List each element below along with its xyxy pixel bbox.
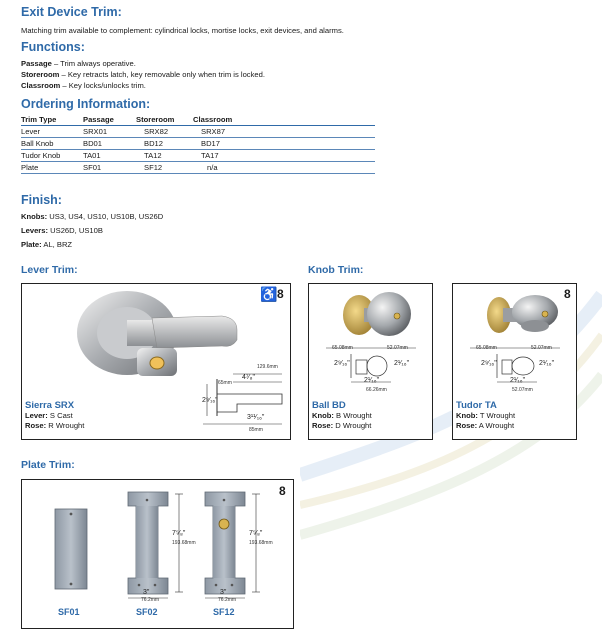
lever-dim-2: 4⁷⁄₈" [242,374,255,381]
col-trim-type: Trim Type [21,115,57,124]
finish-levers: Levers: US26D, US10B [21,226,103,235]
tudor-rose-line: Rose: A Wrought [456,421,515,430]
plate-sf02-width-mm: 76.2mm [141,597,160,603]
plate-sf12-code: SF12 [213,607,235,617]
cell: Lever [21,127,40,136]
lever-dim-5: 3¹¹⁄₁₆" [247,414,265,421]
plate-trim-box [21,479,294,629]
lever-name: Sierra SRX [25,400,75,411]
cell: SRX87 [201,127,226,136]
table-row [21,126,375,138]
ordering-title: Ordering Information: [21,97,151,111]
ball-dim-e: 2¹⁄₁₆" [364,377,380,384]
plate-sf12-illustration [202,490,264,602]
ordering-header-row [21,114,375,126]
knob-trim-title: Knob Trim: [308,264,364,276]
plate-sf02-code: SF02 [136,607,158,617]
plate-sf02-illustration [125,490,187,602]
finish-plate: Plate: AL, BRZ [21,240,73,249]
cell: TA01 [83,151,101,160]
tudor-dim-a: 65.08mm [476,345,497,351]
functions-title: Functions: [21,40,85,54]
cell: Tudor Knob [21,151,61,160]
lever-dim-3: 65mm [218,380,232,386]
col-passage: Passage [83,115,114,124]
tudor-caption [456,401,515,431]
col-storeroom: Storeroom [136,115,175,124]
lever-dim-6: 85mm [249,427,263,433]
tudor-dim-e: 2¹⁄₁₆" [510,377,526,384]
lever-caption [25,401,84,431]
cell: BD01 [83,139,102,148]
tudor-dim-d: 2¹⁄₁₆" [539,360,555,367]
cell: BD12 [144,139,163,148]
plate-sf01-illustration [54,508,88,590]
cell: n/a [207,163,218,172]
finish-title: Finish: [21,193,62,207]
ball-knob-illustration [329,288,419,340]
functions-list [21,58,265,91]
plate-sf12-height: 7⁵⁄₈" [249,530,263,537]
wheelchair-icon: ♿ [260,286,278,302]
tudor-knob-line: Knob: T Wrought [456,411,516,420]
function-storeroom: Storeroom – Key retracts latch, key removable only when trim is locked. [21,70,265,79]
cell: TA12 [144,151,162,160]
security-icon: 8 [277,287,284,301]
cell: BD17 [201,139,220,148]
cell: TA17 [201,151,219,160]
cell: Plate [21,163,39,172]
table-row [21,162,375,174]
lever-rose-line: Rose: R Wrought [25,421,85,430]
ball-caption [312,401,372,431]
table-row [21,138,375,150]
cell: SRX01 [83,127,108,136]
ball-dim-d: 2¹⁄₁₆" [394,360,410,367]
lever-dim-1: 129.6mm [257,364,278,370]
tudor-knob-illustration [475,288,565,340]
plate-trim-title: Plate Trim: [21,459,75,471]
ball-dim-c: 2⁹⁄₁₆" [334,360,350,367]
finish-list [21,210,163,252]
exit-trim-desc: Matching trim available to complement: cylindrical locks, mortise locks, exit devices, and alarms. [21,26,344,35]
lever-trim-title: Lever Trim: [21,264,78,276]
tudor-name: Tudor TA [456,400,497,411]
ball-dim-a: 65.08mm [332,345,353,351]
ball-knob-line: Knob: B Wrought [312,411,372,420]
exit-trim-title: Exit Device Trim: [21,5,122,19]
lever-dim-4: 2⁹⁄₁₆" [202,397,218,404]
finish-knobs: Knobs: US3, US4, US10, US10B, US26D [21,212,164,221]
ball-dim-f: 66.26mm [366,387,387,393]
plate-sf12-height-mm: 193.68mm [249,540,273,546]
ordering-table [21,114,375,174]
col-classroom: Classroom [193,115,233,124]
function-passage: Passage – Trim always operative. [21,59,136,68]
tudor-knob-box [452,283,577,440]
ball-rose-line: Rose: D Wrought [312,421,372,430]
ball-dim-b: 52.07mm [387,345,408,351]
plate-sf02-height-mm: 193.68mm [172,540,196,546]
lever-lever-line: Lever: S Cast [25,411,73,420]
tudor-dim-f: 52.07mm [512,387,533,393]
cell: SRX82 [144,127,169,136]
plate-sf02-height: 7⁵⁄₈" [172,530,186,537]
security-icon: 8 [279,484,286,498]
table-row [21,150,375,162]
plate-sf12-width-mm: 76.2mm [218,597,237,603]
ball-knob-box [308,283,433,440]
tudor-dim-b: 52.07mm [531,345,552,351]
cell: Ball Knob [21,139,54,148]
lever-trim-box [21,283,291,440]
cell: SF12 [144,163,163,172]
tudor-dim-c: 2⁹⁄₁₆" [481,360,497,367]
plate-sf01-code: SF01 [58,607,80,617]
security-icon: 8 [564,287,571,301]
ball-name: Ball BD [312,400,346,411]
plate-sf02-width: 3" [143,589,150,596]
plate-sf12-width: 3" [220,589,227,596]
cell: SF01 [83,163,102,172]
function-classroom: Classroom – Key locks/unlocks trim. [21,81,146,90]
